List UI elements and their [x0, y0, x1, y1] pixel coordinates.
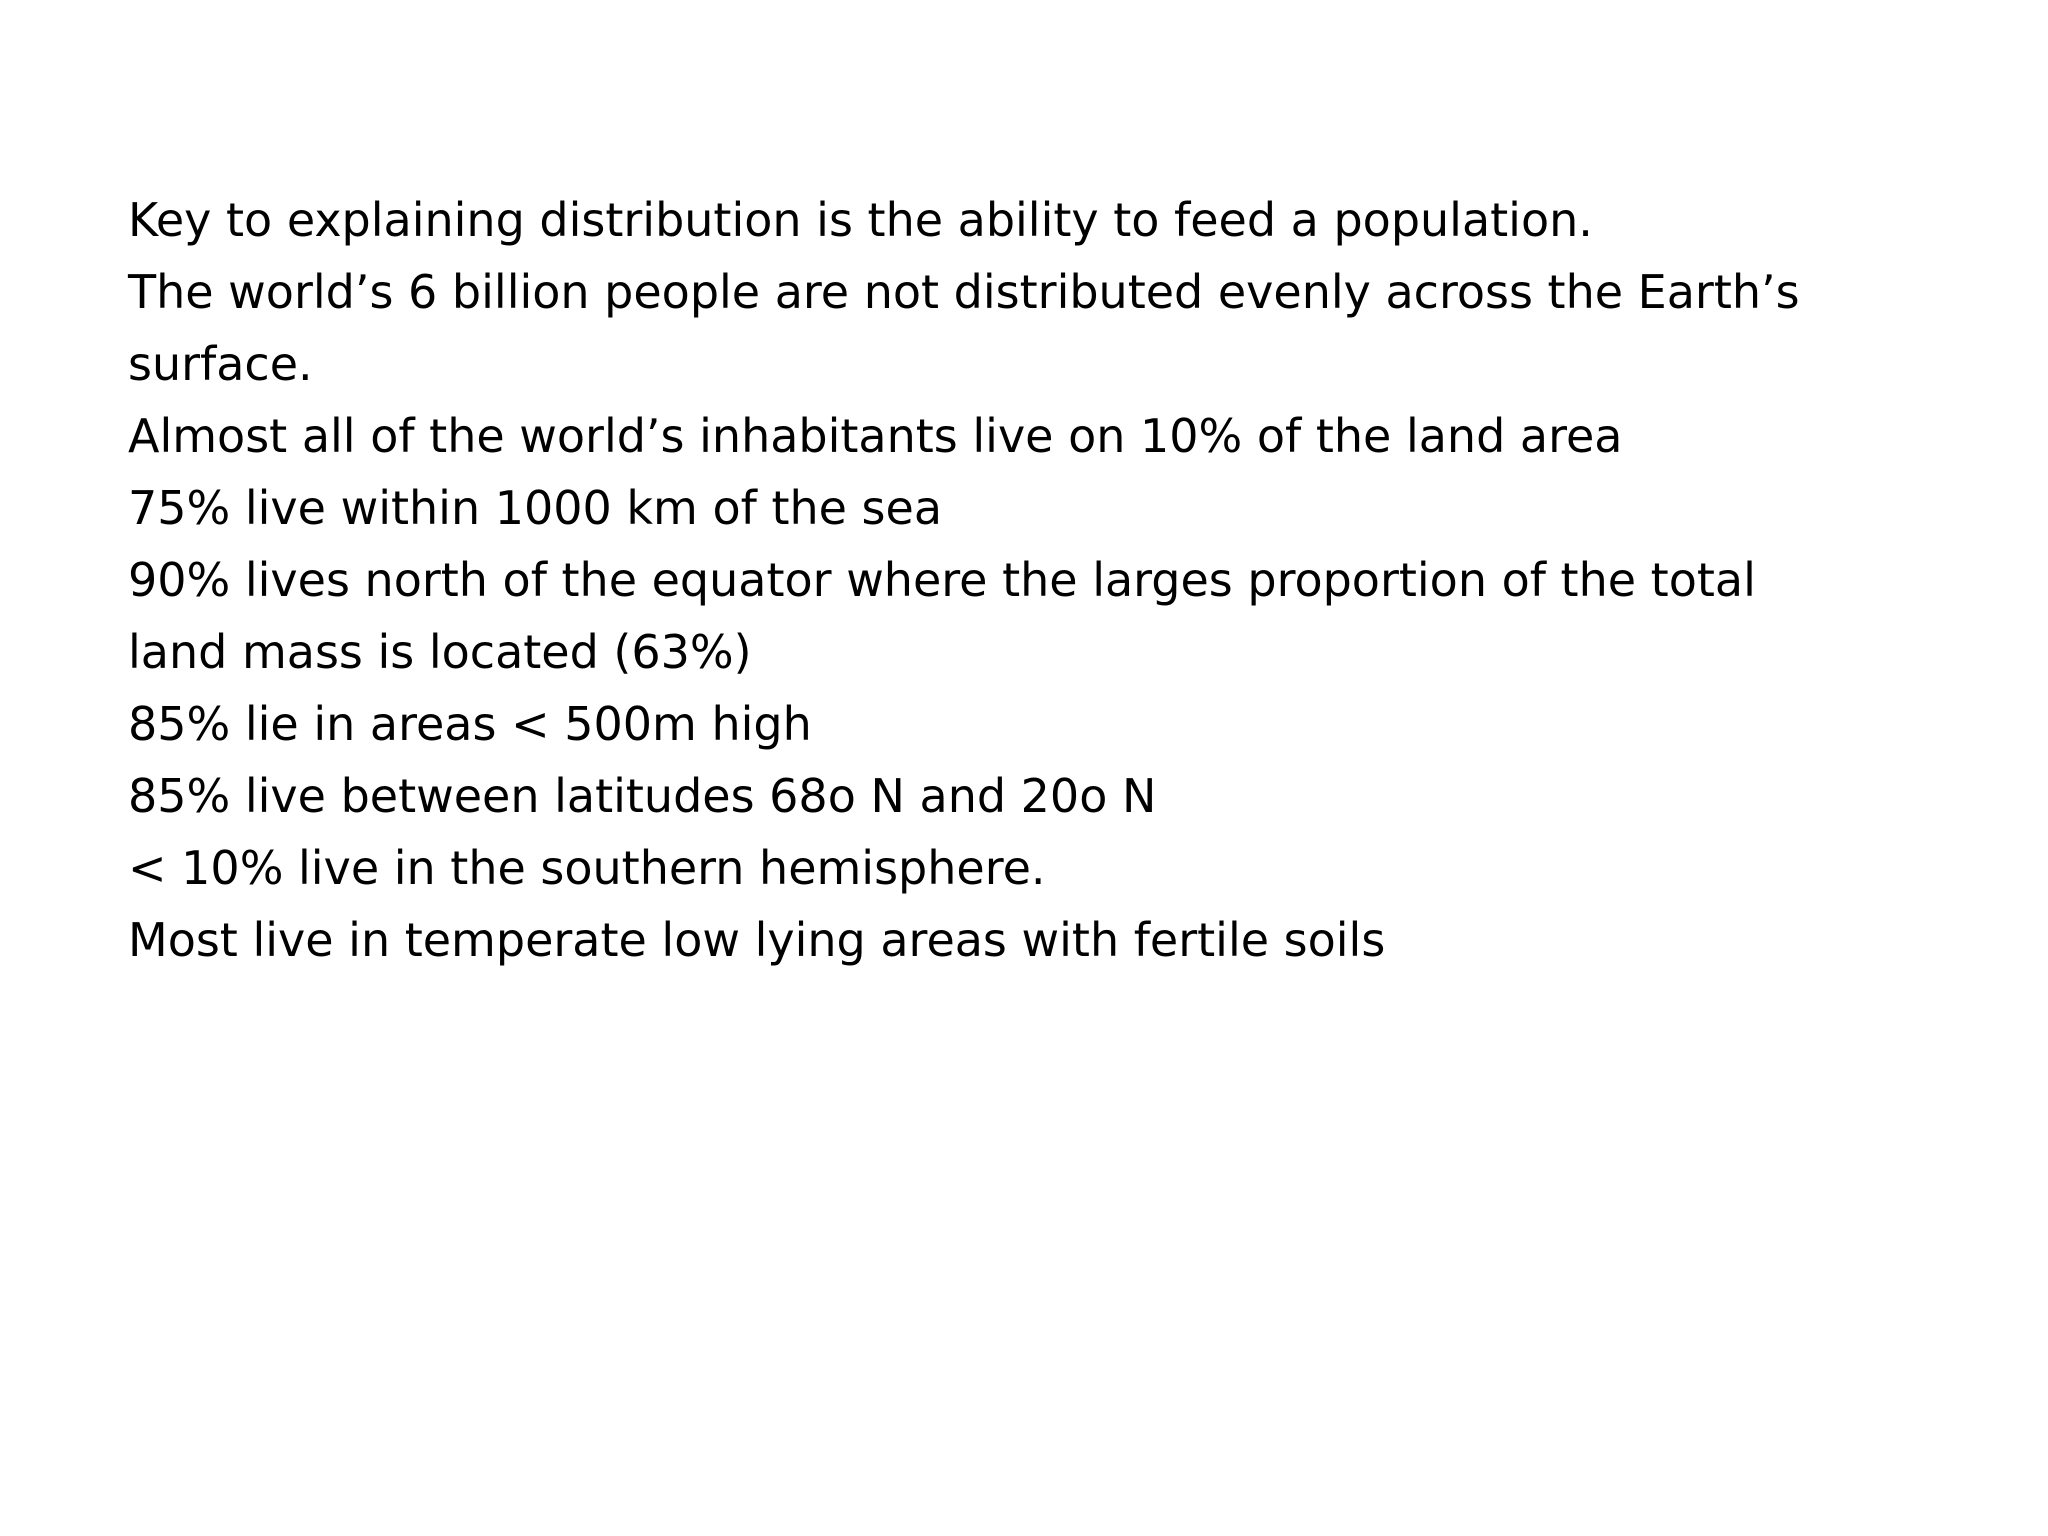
text-line-sea-distance: 75% live within 1000 km of the sea: [128, 481, 943, 535]
text-line-surface: surface.: [128, 337, 313, 391]
text-line-temperate-areas: Most live in temperate low lying areas with fertile soils: [128, 913, 1386, 967]
text-line-elevation: 85% lie in areas < 500m high: [128, 697, 812, 751]
text-line-latitudes: 85% live between latitudes 68o N and 20o N: [128, 769, 1157, 823]
slide-body-text: [128, 184, 1928, 976]
text-line-land-area: Almost all of the world’s inhabitants live on 10% of the land area: [128, 409, 1623, 463]
text-line-feed-population: Key to explaining distribution is the ability to feed a population.: [128, 193, 1593, 247]
text-line-land-mass: land mass is located (63%): [128, 625, 752, 679]
text-line-southern-hemisphere: < 10% live in the southern hemisphere.: [128, 841, 1046, 895]
text-line-world-population: The world’s 6 billion people are not distributed evenly across the Earth’s: [128, 265, 1800, 319]
text-line-north-equator: 90% lives north of the equator where the larges proportion of the total: [128, 553, 1756, 607]
